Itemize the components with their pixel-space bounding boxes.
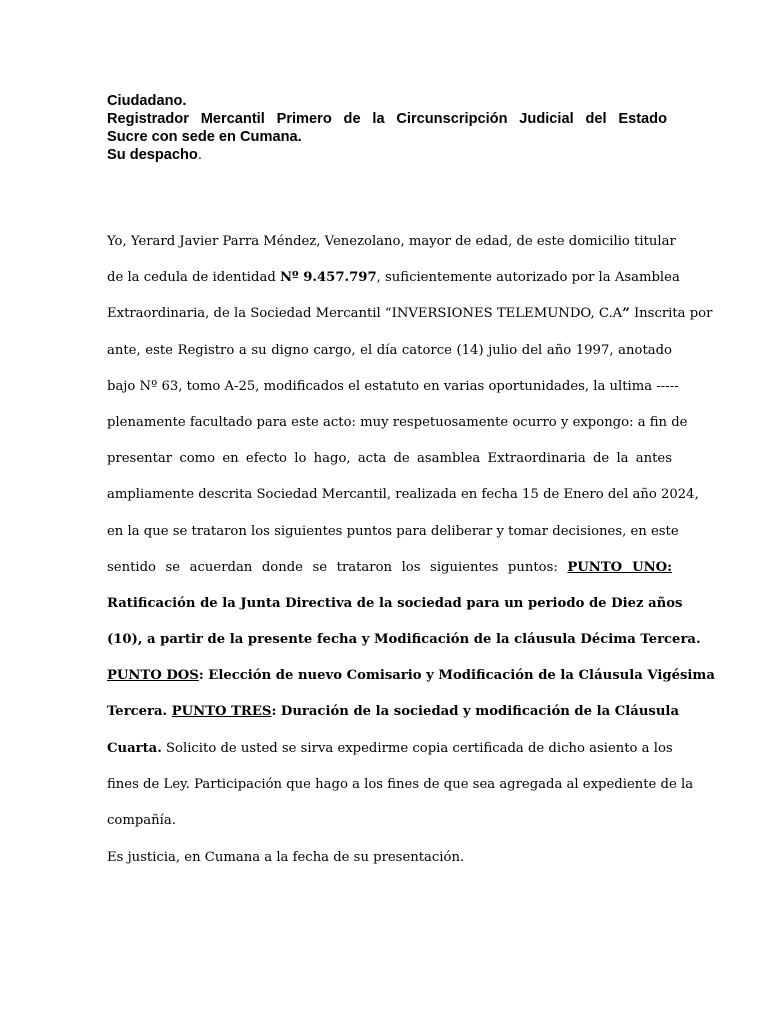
body-line-7: presentar como en efecto lo hago, acta de asamblea Extraordinaria de la antes <box>107 451 672 467</box>
company-name: Extraordinaria, de la Sociedad Mercantil “INVERSIONES TELEMUNDO, C.A <box>107 306 623 322</box>
text-segment: , suficientemente autorizado por la Asamblea <box>376 270 680 286</box>
text-segment: Inscrita por <box>629 306 713 322</box>
header-registrar: Registrador Mercantil Primero de la Circunscripción Judicial del Estado <box>107 111 667 127</box>
header-office-text: Su despacho <box>107 147 198 163</box>
header-location: Sucre con sede en Cumana. <box>107 129 302 145</box>
text-segment: : Elección de nuevo Comisario y Modificación de la Cláusula Vigésima <box>198 668 715 684</box>
text-segment: Solicito de usted se sirva expedirme copia certificada de dicho asiento a los <box>161 740 673 756</box>
closing-line: Es justicia, en Cumana a la fecha de su presentación. <box>107 850 465 865</box>
text-segment: sentido se acuerdan donde se trataron los siguientes puntos: <box>107 559 568 575</box>
closing-quote: ” <box>622 306 630 322</box>
header-office-period: . <box>197 147 202 163</box>
body-line-1: Yo, Yerard Javier Parra Méndez, Venezolano, mayor de edad, de este domicilio titular <box>107 234 676 249</box>
text-segment: Tercera. <box>107 704 172 720</box>
body-line-15 <box>107 731 672 767</box>
body-line-12: (10), a partir de la presente fecha y Modificación de la cláusula Décima Tercera. <box>107 632 701 648</box>
body-line-4: ante, este Registro a su digno cargo, el día catorce (14) julio del año 1997, anotado <box>107 342 672 358</box>
body-line-6: plenamente facultado para este acto: muy respetuosamente ocurro y expongo: a fin de <box>107 414 688 430</box>
punto-tres-label: PUNTO TRES <box>171 704 272 720</box>
body-line-17: compañía. <box>107 813 176 828</box>
body-line-8: ampliamente descrita Sociedad Mercantil, realizada en fecha 15 de Enero del año 2024, <box>107 487 699 503</box>
body-line-14 <box>107 694 679 730</box>
id-number: Nº 9.457.797 <box>279 270 377 286</box>
body-line-16: fines de Ley. Participación que hago a los fines de que sea agregada al expediente de la <box>107 776 694 792</box>
body-line-2 <box>107 260 680 296</box>
body-line-9: en la que se trataron los siguientes puntos para deliberar y tomar decisiones, en este <box>107 523 679 539</box>
punto-uno-label: PUNTO UNO: <box>567 559 672 575</box>
addressee-header <box>107 92 667 164</box>
text-segment: : Duración de la sociedad y modificación de la Cláusula <box>271 704 679 720</box>
body-line-3 <box>107 296 713 332</box>
body-line-13 <box>107 658 715 694</box>
header-salutation: Ciudadano. <box>107 93 187 109</box>
body-line-5: bajo Nº 63, tomo A-25, modificados el estatuto en varias oportunidades, la ultima ----- <box>107 378 679 394</box>
body-line-11: Ratificación de la Junta Directiva de la sociedad para un periodo de Diez años <box>107 595 683 611</box>
text-segment: de la cedula de identidad <box>107 270 280 286</box>
header-office <box>107 146 667 164</box>
text-segment-bold: Cuarta. <box>107 740 162 756</box>
letter-body <box>107 224 715 839</box>
punto-dos-label: PUNTO DOS <box>107 668 199 684</box>
body-line-10 <box>107 550 672 586</box>
